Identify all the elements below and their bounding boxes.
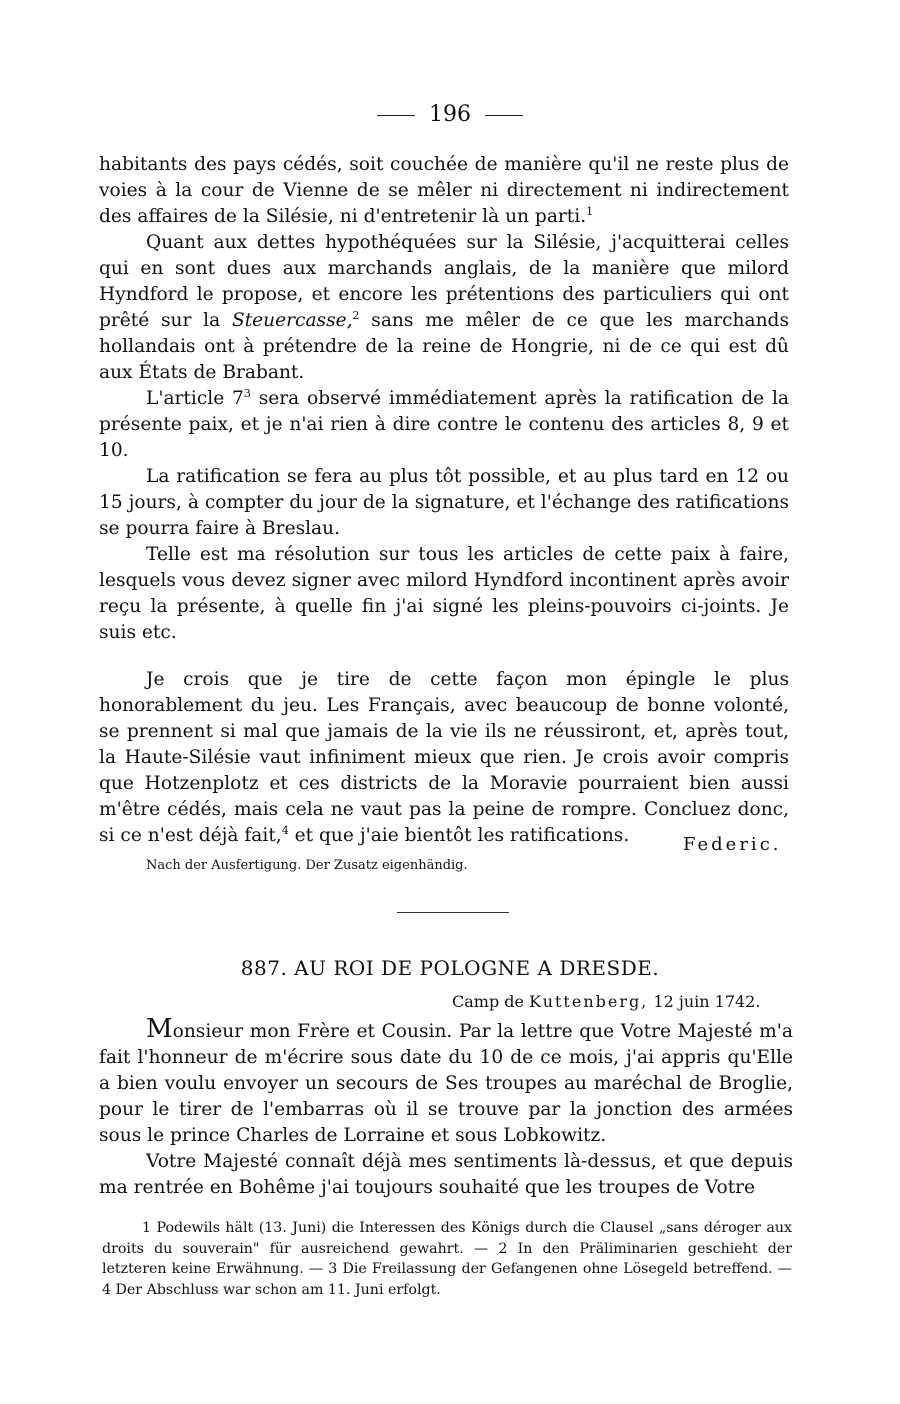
footnote-mark-2: 2 [352, 308, 360, 322]
section-divider [397, 912, 509, 913]
letter-continuation [99, 152, 789, 849]
paragraph-1: habitants des pays cédés, soit couchée de manière qu'il ne reste plus de voies à la cour de Vienne de se mêler ni directement ni indirectement des affaires de la Silésie, ni d'entretenir là un parti.$^1$ [99, 154, 789, 227]
drop-initial: M [146, 1014, 173, 1044]
paragraph-4: La ratification se fera au plus tôt possible, et au plus tard en 12 ou 15 jours, à compter du jour de la signature, et l'échange des ratifications se pourra faire à Breslau. [99, 466, 789, 539]
footnote-mark-1: 1 [586, 204, 594, 218]
postscript: Je crois que je tire de cette façon mon épingle le plus honorablement du jeu. Les Français, avec beaucoup de bonne volonté, se prennent si mal que jamais de la vie ils ne réussiront, et, après tout, la Haute-Silésie vaut infiniment mieux que rien. Je crois avoir compris que Hotzenplotz et ces districts de la Moravie pourraient bien aussi m'être cédés, mais cela ne vaut pas la peine de rompre. Concluez donc, si ce n'est déjà fait,$^4$ et que j'aie bientôt les ratifications. [99, 669, 789, 846]
page-number: 196 [429, 102, 471, 127]
steuercasse-term: Steuercasse, [231, 310, 353, 331]
footnote-mark-3: 3 [243, 386, 251, 400]
letter-body [99, 1016, 793, 1201]
paragraph-2: Quant aux dettes hypothéquées sur la Silésie, j'acquitterai celles qui en sont dues aux marchands anglais, de la manière que milord Hyndford le propose, et encore les prétentions des particuliers qui ont prêté sur la Steuercasse,$^2$ sans me mêler de ce que les marchands hollandais ont à prétendre de la reine de Hongrie, ni de ce qui est dû aux États de Brabant. [99, 232, 789, 383]
dateline: Camp de Kuttenberg, 12 juin 1742. [452, 992, 761, 1011]
footnote-mark-4: 4 [281, 823, 289, 837]
signature: Federic. [683, 834, 782, 855]
page-header [0, 102, 900, 127]
letter-title: 887. AU ROI DE POLOGNE A DRESDE. [240, 956, 660, 980]
paragraph-5: Telle est ma résolution sur tous les articles de cette paix à faire, lesquels vous devez signer avec milord Hyndford incontinent après avoir reçu la présente, à quelle fin j'ai signé les pleins-pouvoirs ci-joints. Je suis etc. [99, 544, 789, 643]
source-note: Nach der Ausfertigung. Der Zusatz eigenhändig. [146, 858, 468, 873]
header-dash-right [485, 115, 523, 116]
paragraph-3: L'article 7$^3$ sera observé immédiatement après la ratification de la présente paix, et je n'ai rien à dire contre le contenu des articles 8, 9 et 10. [99, 386, 789, 461]
footnote-text: 1 Podewils hält (13. Juni) die Interessen des Königs durch die Clausel „sans déroger aux droits du souverain" für ausreichend gewahrt. — 2 In den Präliminarien geschieht der letzteren keine Erwähnung. — 3 Die Freilassung der Gefangenen ohne Lösegeld betreffend. — 4 Der Abschluss war schon am 11. Juni erfolgt. [102, 1220, 792, 1298]
letter-paragraph-1: Monsieur mon Frère et Cousin. Par la lettre que Votre Majesté m'a fait l'honneur de m'écrire sous date du 10 de ce mois, j'ai appris qu'Elle a bien voulu envoyer un secours de Ses troupes au maréchal de Broglie, pour le tirer de l'embarras où il se trouve par la jonction des armées sous le prince Charles de Lorraine et sous Lobkowitz. [99, 1014, 793, 1146]
letter-paragraph-2: Votre Majesté connaît déjà mes sentiments là-dessus, et que depuis ma rentrée en Bohême j'ai toujours souhaité que les troupes de Votre [99, 1151, 793, 1198]
header-dash-left [377, 115, 415, 116]
footnotes [102, 1218, 792, 1300]
